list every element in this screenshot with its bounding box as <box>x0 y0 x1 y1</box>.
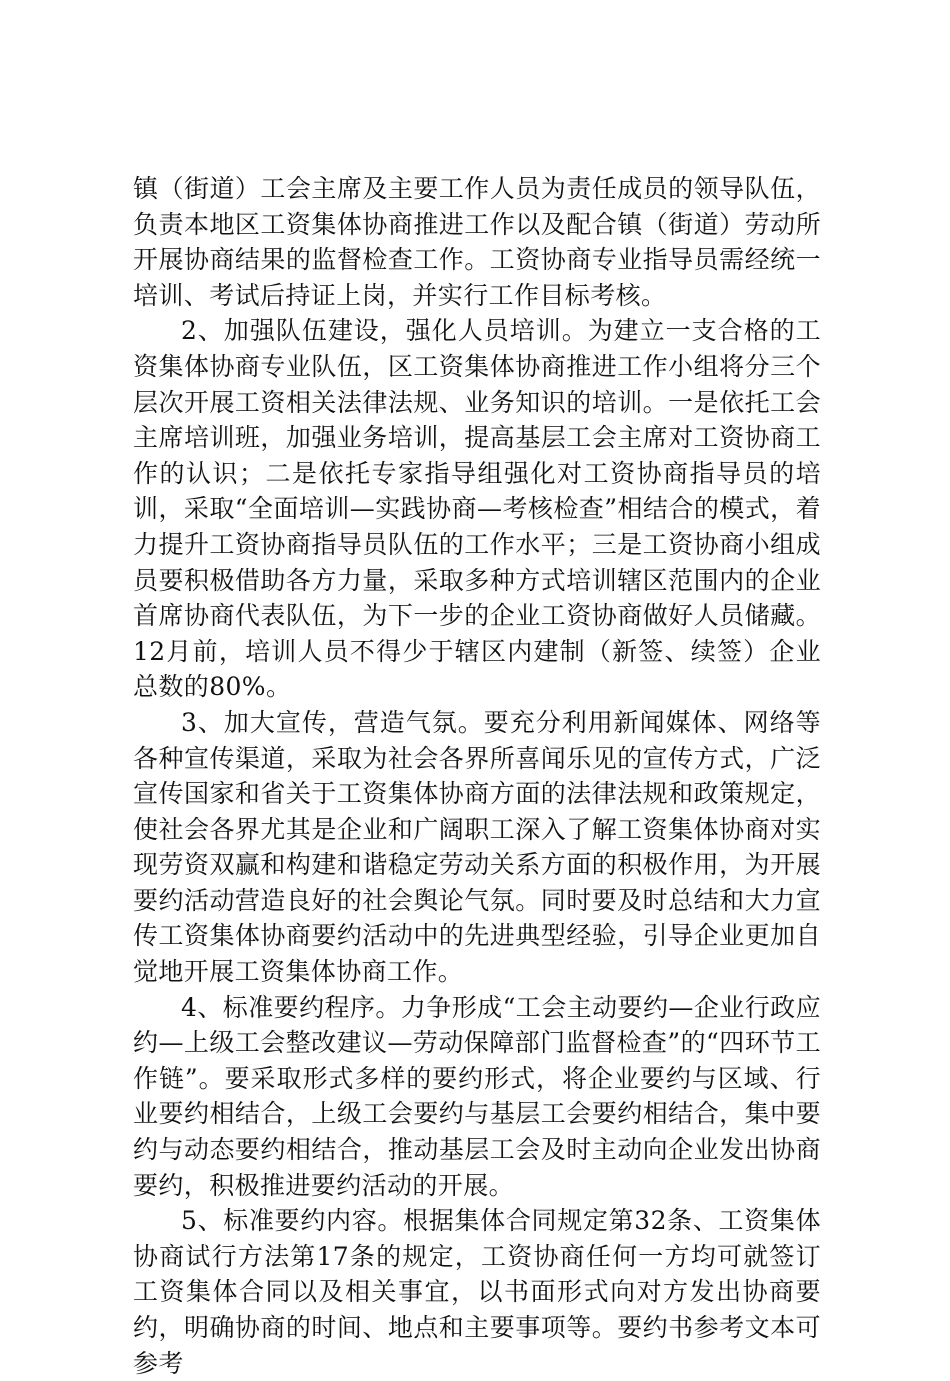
paragraph-continuation: 镇（街道）工会主席及主要工作人员为责任成员的领导队伍，负责本地区工资集体协商推进工作以及配合镇（街道）劳动所开展协商结果的监督检查工作。工资协商专业指导员需经统一培训、考试后持证上岗，并实行工作目标考核。 <box>133 174 821 310</box>
paragraph-item-4: 4、标准要约程序。力争形成“工会主动要约—企业行政应约—上级工会整改建议—劳动保障部门监督检查”的“四环节工作链”。要采取形式多样的要约形式，将企业要约与区域、行业要约相结合，上级工会要约与基层工会要约相结合，集中要约与动态要约相结合，推动基层工会及时主动向企业发出协商要约，积极推进要约活动的开展。 <box>133 992 821 1200</box>
paragraph-item-5: 5、标准要约内容。根据集体合同规定第32条、工资集体协商试行方法第17条的规定，工资协商任何一方均可就签订工资集体合同以及相关事宜，以书面形式向对方发出协商要约，明确协商的时间、地点和主要事项等。要约书参考文本可参考 <box>133 1206 821 1378</box>
paragraph-item-3: 3、加大宣传，营造气氛。要充分利用新闻媒体、网络等各种宣传渠道，采取为社会各界所喜闻乐见的宣传方式，广泛宣传国家和省关于工资集体协商方面的法律法规和政策规定，使社会各界尤其是企业和广阔职工深入了解工资集体协商对实现劳资双赢和构建和谐稳定劳动关系方面的积极作用，为开展要约活动营造良好的社会舆论气氛。同时要及时总结和大力宣传工资集体协商要约活动中的先进典型经验，引导企业更加自觉地开展工资集体协商工作。 <box>133 707 821 987</box>
document-body <box>133 171 821 1381</box>
paragraph-item-2: 2、加强队伍建设，强化人员培训。为建立一支合格的工资集体协商专业队伍，区工资集体协商推进工作小组将分三个层次开展工资相关法律法规、业务知识的培训。一是依托工会主席培训班，加强业务培训，提高基层工会主席对工资协商工作的认识；二是依托专家指导组强化对工资协商指导员的培训，采取“全面培训—实践协商—考核检查”相结合的模式，着力提升工资协商指导员队伍的工作水平；三是工资协商小组成员要积极借助各方力量，采取多种方式培训辖区范围内的企业首席协商代表队伍，为下一步的企业工资协商做好人员储藏。12月前，培训人员不得少于辖区内建制（新签、续签）企业总数的80%。 <box>133 316 821 702</box>
